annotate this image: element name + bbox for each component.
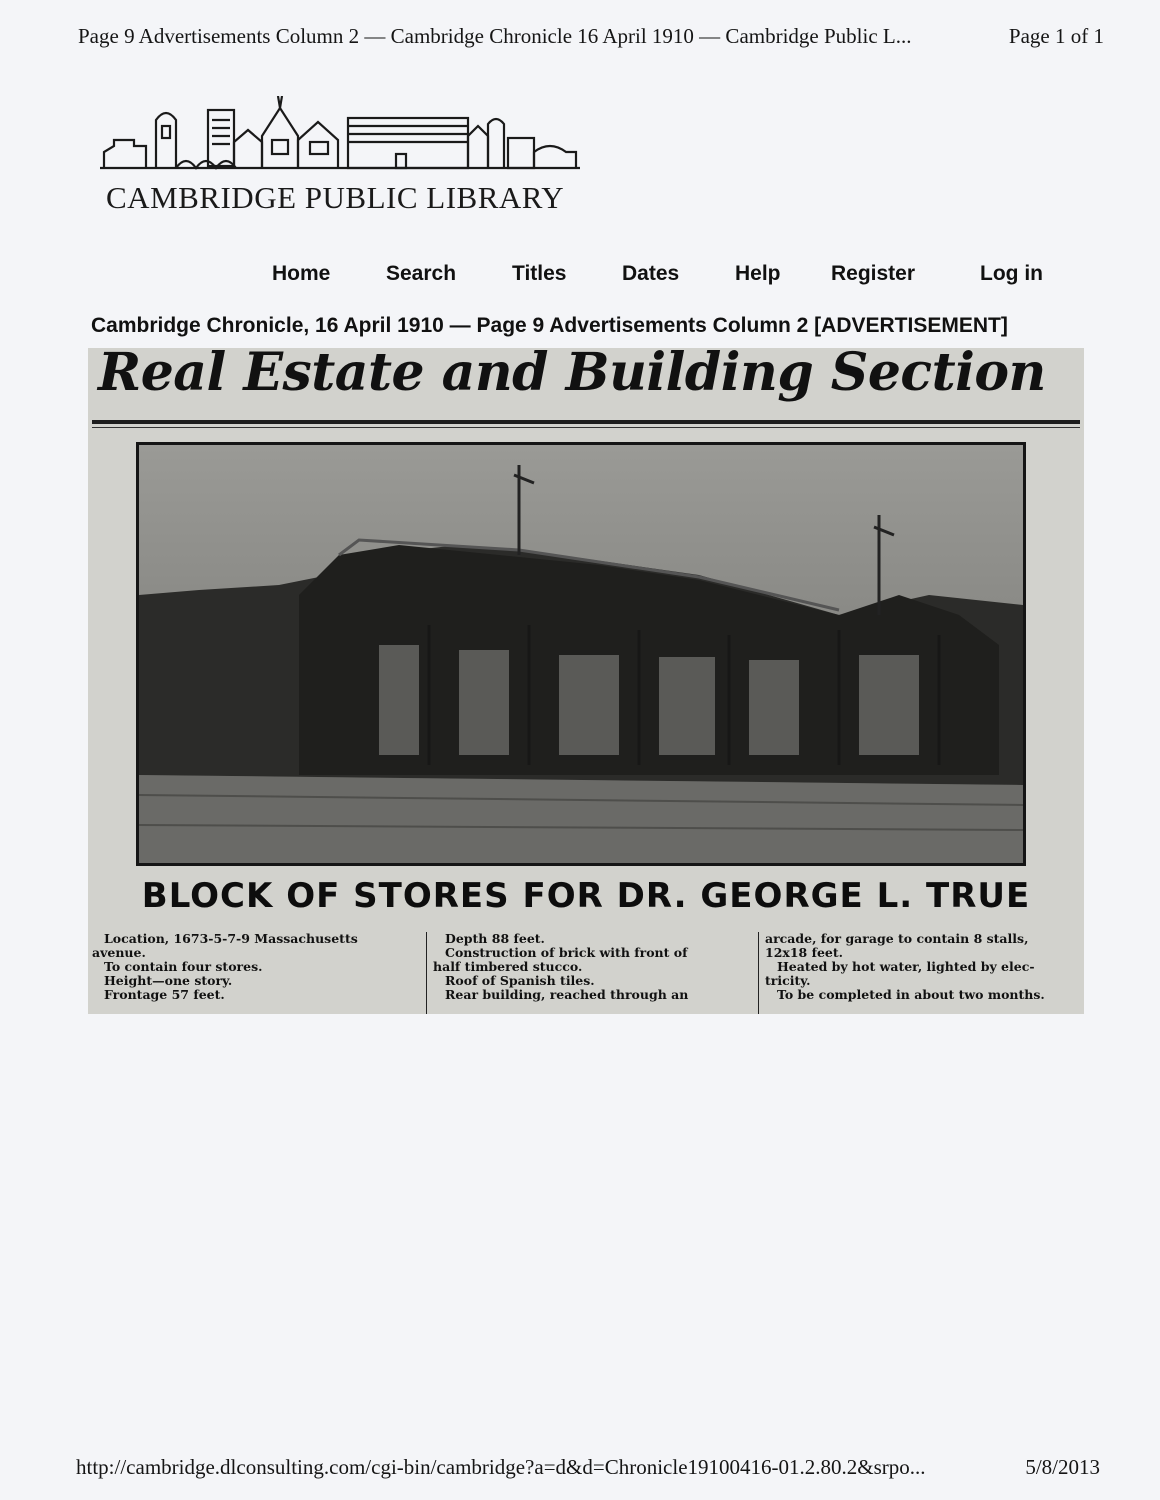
- newspaper-clipping: [88, 348, 1084, 1014]
- building-illustration: [139, 445, 1023, 863]
- nav-log-in[interactable]: Log in: [980, 262, 1043, 285]
- print-footer: [76, 1455, 1100, 1480]
- nav-search[interactable]: Search: [386, 262, 457, 285]
- article-line: Construction of brick with front of: [445, 945, 688, 960]
- nav-titles[interactable]: Titles: [512, 262, 567, 285]
- article-line: Roof of Spanish tiles.: [445, 973, 595, 988]
- article-line: Height—one story.: [104, 973, 233, 988]
- library-logo[interactable]: [100, 96, 585, 226]
- document-title: Cambridge Chronicle, 16 April 1910 — Page 9 Advertisements Column 2 [ADVERTISEMENT]: [91, 314, 1008, 337]
- article-line: To contain four stores.: [104, 959, 263, 974]
- footer-url[interactable]: http://cambridge.dlconsulting.com/cgi-bin/cambridge?a=d&d=Chronicle19100416-01.2.80.2&srpo...: [76, 1455, 926, 1479]
- print-header: [78, 24, 1104, 49]
- article-line: Heated by hot water, lighted by elec-: [777, 959, 1035, 974]
- article-column-1: [92, 932, 410, 1014]
- divider: [92, 420, 1080, 424]
- print-header-title: Page 9 Advertisements Column 2 — Cambridge Chronicle 16 April 1910 — Cambridge Public L...: [78, 24, 912, 48]
- article-column-3: [758, 932, 1084, 1014]
- building-photo: [136, 442, 1026, 866]
- divider: [92, 427, 1080, 428]
- nav-register[interactable]: Register: [831, 262, 916, 285]
- article-line: Rear building, reached through an: [445, 987, 689, 1002]
- article-columns: [92, 932, 1080, 1012]
- nav-dates[interactable]: Dates: [622, 262, 680, 285]
- print-header-page: Page 1 of 1: [1008, 24, 1104, 48]
- article-line: To be completed in about two months.: [777, 987, 1045, 1002]
- article-line: avenue.: [92, 945, 146, 960]
- article-line: 12x18 feet.: [765, 945, 844, 960]
- library-logo-text: CAMBRIDGE PUBLIC LIBRARY: [106, 180, 565, 215]
- section-title: Real Estate and Building Section: [98, 348, 1046, 403]
- article-line: Location, 1673-5-7-9 Massachusetts: [104, 932, 358, 946]
- article-line: tricity.: [765, 973, 811, 988]
- article-line: Depth 88 feet.: [445, 932, 545, 946]
- headline: BLOCK OF STORES FOR DR. GEORGE L. TRUE: [141, 876, 1031, 916]
- article-line: half timbered stucco.: [433, 959, 583, 974]
- nav-home[interactable]: Home: [272, 262, 331, 285]
- footer-date: 5/8/2013: [1025, 1455, 1100, 1479]
- main-nav: [262, 262, 1062, 292]
- nav-help[interactable]: Help: [735, 262, 781, 285]
- skyline-icon: [100, 96, 585, 186]
- article-column-2: [426, 932, 755, 1014]
- article-line: Frontage 57 feet.: [104, 987, 225, 1002]
- article-line: arcade, for garage to contain 8 stalls,: [765, 932, 1029, 946]
